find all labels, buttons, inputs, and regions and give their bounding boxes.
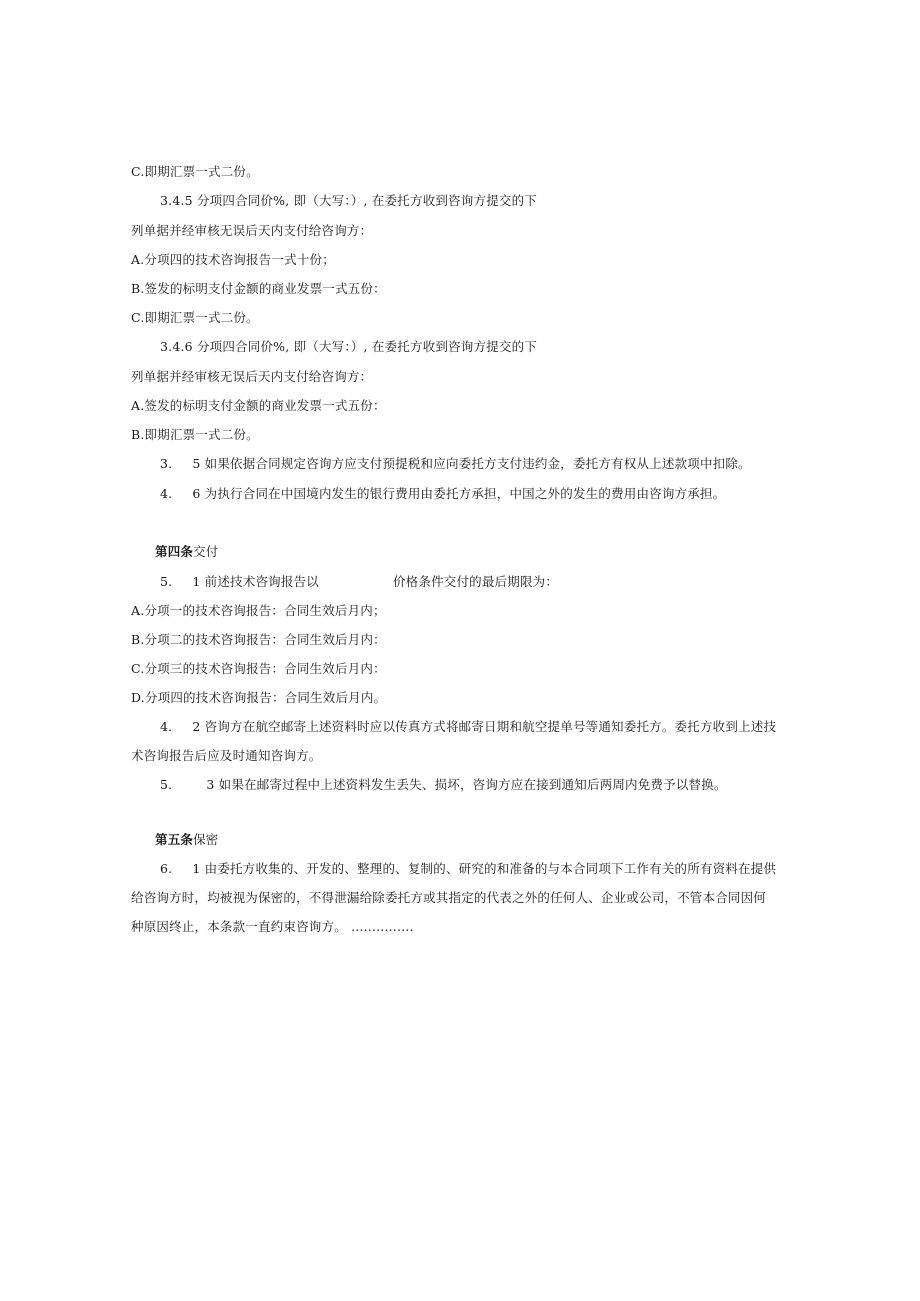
list-item-b: B.即期汇票一式二份。 [131, 427, 259, 442]
list-item-a: A.分项一的技术咨询报告：合同生效后月内； [131, 603, 386, 618]
clause-number: 4. [160, 486, 173, 501]
clause-3-4-5: 3.4.5 分项四合同价%, 即（大写：）, 在委托方收到咨询方提交的下 [160, 193, 538, 208]
clause-5-1-continued: 种原因终止，本条款一直约束咨询方。 ............... [131, 919, 414, 934]
paragraph-line: 列单据并经审核无误后天内支付给咨询方： [131, 369, 373, 384]
clause-3-4-6: 3.4.6 分项四合同价%, 即（大写：）, 在委托方收到咨询方提交的下 [160, 339, 538, 354]
clause-4-2 [160, 719, 776, 735]
clause-text: 2 咨询方在航空邮寄上述资料时应以传真方式将邮寄日期和航空提单号等通知委托方。委托方收到上述技 [192, 719, 777, 734]
clause-text: 5 如果依据合同规定咨询方应支付预提税和应向委托方支付违约金，委托方有权从上述款项中扣除。 [192, 456, 751, 471]
section-4-label: 第四条 [155, 544, 194, 559]
clause-number: 3. [160, 456, 173, 471]
list-item-b: B.签发的标明支付金额的商业发票一式五份： [131, 281, 386, 296]
clause-text: 3 如果在邮寄过程中上述资料发生丢失、损坏，咨询方应在接到通知后两周内免费予以替换。 [206, 777, 727, 792]
section-4-heading [155, 544, 219, 560]
list-item-c: C.即期汇票一式二份。 [131, 310, 259, 325]
clause-5-1-continued: 给咨询方时，均被视为保密的，不得泄漏给除委托方或其指定的代表之外的任何人、企业或公司，不管本合同因何 [131, 890, 767, 905]
clause-3-5 [160, 456, 751, 472]
list-item-a: A.签发的标明支付金额的商业发票一式五份： [131, 398, 386, 413]
clause-number: 4. [160, 719, 173, 734]
section-4-title: 交付 [193, 544, 219, 559]
list-item-d: D.分项四的技术咨询报告：合同生效后月内。 [131, 690, 387, 705]
section-5-label: 第五条 [155, 832, 194, 847]
clause-5-1 [160, 861, 776, 877]
clause-text-part2: 价格条件交付的最后期限为： [392, 574, 559, 589]
paragraph-line: 列单据并经审核无误后天内支付给咨询方： [131, 223, 373, 238]
paragraph-line: C.即期汇票一式二份。 [131, 164, 259, 179]
clause-3-6 [160, 486, 725, 502]
section-5-title: 保密 [193, 832, 219, 847]
clause-text: 1 由委托方收集的、开发的、整理的、复制的、研究的和准备的与本合同项下工作有关的所有资料在提供 [192, 861, 777, 876]
section-5-heading [155, 832, 219, 848]
clause-4-3 [160, 777, 727, 793]
list-item-b: B.分项二的技术咨询报告：合同生效后月内： [131, 632, 386, 647]
list-item-a: A.分项四的技术咨询报告一式十份； [131, 252, 335, 267]
clause-text-part1: 1 前述技术咨询报告以 [192, 574, 319, 589]
clause-number: 6. [160, 861, 173, 876]
clause-4-1 [160, 574, 558, 590]
clause-number: 5. [160, 574, 173, 589]
clause-text: 6 为执行合同在中国境内发生的银行费用由委托方承担，中国之外的发生的费用由咨询方承担。 [192, 486, 726, 501]
clause-4-2-continued: 术咨询报告后应及时通知咨询方。 [131, 748, 322, 763]
list-item-c: C.分项三的技术咨询报告：合同生效后月内： [131, 661, 386, 676]
clause-number: 5. [160, 777, 173, 792]
